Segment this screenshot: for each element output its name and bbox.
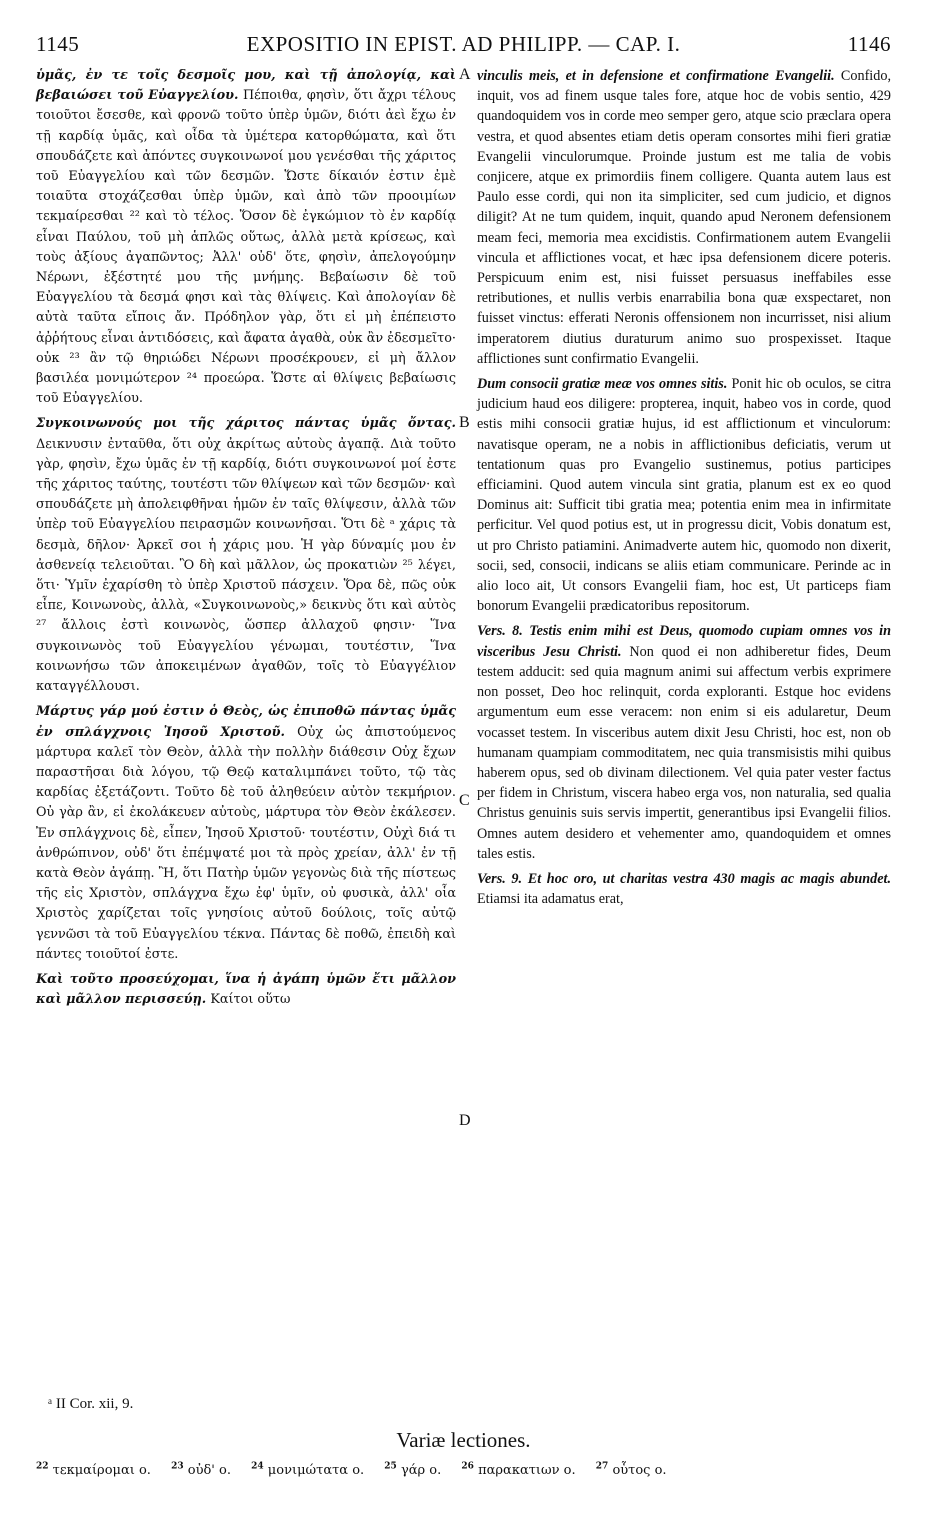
variae-lectiones-list: [36, 1462, 896, 1478]
latin-text: Ponit hic ob oculos, se citra judicium haud eos diligere: propterea, inquit, habeo vos in corde, quod estis mihi consocii gratiæ hujus, id est afflictionum et vinculorum: navatisque operam, ne a nobis in afflictionibus deficiatis, verum ut tentationum quas pro Evangelio sustinemus, potius participes efficiamini. Quod autem vincula sint gratia, planum est ex eo quod Dominus ait: Sufficit tibi gratia mea; potentia enim mea in infirmitate perficitur. Vel quod potius est, ut in progressu dicit, Vobis donatum est, ut pro Christo patiamini. Animadverte autem hic, quomodo non dixerit, socii, sed, consocii, indicans se aliis etiam communicare. Perinde ac in alio loco ait, Ut consors Evangelii fiam, hoc est, Ut particeps fiam bonorum Evangelii prædicatoribus repositorum.: [477, 376, 891, 615]
greek-paragraph-1: [36, 66, 456, 409]
variant-text: γάρ ο.: [400, 1463, 442, 1479]
latin-lemma: Dum consocii gratiæ meæ vos omnes sitis.: [477, 376, 728, 393]
variant-number: 26: [461, 1462, 474, 1472]
latin-lemma: vinculis meis, et in defensione et confirmatione Evangelii.: [477, 68, 835, 84]
margin-letter-d: D: [459, 1112, 471, 1129]
right-page-number: 1146: [847, 32, 891, 56]
latin-column: [477, 66, 891, 909]
variant-text: μονιμώτατα ο.: [267, 1463, 365, 1479]
variant-reading: [36, 1463, 151, 1478]
variant-number: 25: [384, 1462, 397, 1472]
greek-lemma: Καὶ τοῦτο προσεύχομαι, ἵνα ἡ ἀγάπη ὑμῶν ἔτι μᾶλλον καὶ μᾶλλον περισσεύῃ.: [36, 971, 456, 1008]
variant-reading: [384, 1463, 441, 1478]
page-header: [36, 32, 891, 56]
variant-text: παρακατιων ο.: [478, 1463, 576, 1479]
latin-lemma: Vers. 9. Et hoc oro, ut charitas vestra 430 magis ac magis abundet.: [477, 870, 891, 887]
greek-paragraph-3: [36, 702, 456, 965]
greek-lemma: Μάρτυς γάρ μού ἐστιν ὁ Θεὸς, ὡς ἐπιποθῶ πάντας ὑμᾶς ἐν σπλάγχνοις Ἰησοῦ Χριστοῦ.: [36, 704, 456, 740]
running-title: EXPOSITIO IN EPIST. AD PHILIPP. — CAP. I.: [246, 32, 681, 56]
variant-number: 23: [171, 1462, 184, 1472]
latin-paragraph-3: [477, 621, 891, 863]
latin-text: Non quod ei non adhiberetur fides, Deum testem adducit: sed quia magnum animi sui affectum verbis exprimere non posset, Deo hoc relinquit, corda exploranti. Estque hoc evidens argumentum eum esse veracem: non enim si eis adularetur, Deum vocasset testem. In visceribus autem dixit Jesu Christi, hoc est, non ob humanam quampiam commoditatem, nec quia transmisistis mihi quibus haberem opus, sed ob divinam dilectionem. Vel quia pater vester factus per fidem in Christum, viscera habeo erga vos, non naturalia, sed qualia Christus genuinis suis servis impertit, generantibus ipsi Evangelii filios. Omnes autem desidero et vehementer amo, quandoquidem et omnes tales estis.: [477, 643, 891, 862]
latin-paragraph-4: [477, 869, 891, 909]
margin-letter-c: C: [459, 792, 470, 809]
latin-text: Confido, inquit, vos ad finem usque tales fore, atque hoc de vobis sentio, 429 quandoquidem vos in corde meo semper gero, atque scio præclara opera vestra, et quod absentes etiam detis operam consortes mihi fieri gratiæ Evangelii vinculorumque. Proinde justum est me talia de vobis conjicere, atque ex primordiis finem colligere. Quanta autem laus est Paulo esse cordi, qui non ita simpliciter, sed cum judicio, et dignos diligit? At ne tum quidem, inquit, quando apud Neronem defensionem meam feci, memoria mea excidistis. Confirmationem autem Evangelii vincula et afflictiones vocat, et hæc ipsa defensionem dicere poteris. Perspicuum enim est, nisi fuisset persuasus ineffabiles esse retributiones, et nullis verbis enarrabilia bona quæ exspectaret, non fuisset vinctus: efferati Neronis offensionem non incurrisset, nisi alium imperatorem diutius duraturum animo suo prospexisset. Itaque afflictiones sunt confirmatio Evangelii.: [477, 68, 891, 367]
greek-paragraph-4: [36, 970, 456, 1010]
greek-text: Οὐχ ὡς ἀπιστούμενος μάρτυρα καλεῖ τὸν Θεὸν, ἀλλὰ τὴν πολλὴν διάθεσιν Οὐχ ἔχων παραστῆσαι διὰ λόγου, τῷ Θεῷ καταλιμπάνει τοῦτο, τῷ τὰς καρδίας ἐξετάζοντι. Τοῦτο δὲ τοῦ ἀληθεύειν αὐτὸν τεκμήριον. Οὐ γὰρ ἂν, εἰ ἐκολάκευεν αὐτοὺς, μάρτυρα τὸν Θεὸν ἐκάλεσεν. Ἐν σπλάγχνοις δὲ, εἶπεν, Ἰησοῦ Χριστοῦ· τουτέστιν, Οὐχὶ διά τι ἀνθρώπινον, οὐδ' ὅτι ἐπέμψατέ μοι τὰ πρὸς χρείαν, ἀλλ' ἐν τῇ κατὰ Θεὸν ἀγάπῃ. Ἢ, ὅτι Πατὴρ ὑμῶν γεγονὼς διὰ τῆς πίστεως τῆς εἰς Χριστὸν, σπλάγχνα ἔχω ἐφ' ὑμῖν, οὐ φυσικὰ, ἀλλ' οἷα Χριστὸς χαρίζεται τοῖς γνησίοις αὐτοῦ δούλοις, τοῖς αὐτῷ γεννῶσι τὰ τοῦ Εὐαγγελίου τέκνα. Πάντας δὲ ποθῶ, ἐπειδὴ καὶ πάντες τοιοῦτοί ἐστε.: [36, 724, 456, 962]
margin-letter-a: A: [459, 66, 471, 83]
greek-text: Καίτοι οὕτω: [206, 992, 291, 1008]
variant-number: 27: [595, 1462, 609, 1472]
greek-text: Δεικνυσιν ἐνταῦθα, ὅτι οὐχ ἀκρίτως αὐτοὺς ἀγαπᾷ. Διὰ τοῦτο γὰρ, φησὶν, ἔχω ὑμᾶς ἐν τῇ καρδίᾳ, διότι συγκοινωνοί μοί ἐστε τῆς χάριτος ταύτης, τουτέστι τῶν θλίψεων καὶ τῶν δεσμῶν· καὶ σπουδάζετε μὴ ἀπολειφθῆναι ἡμῶν ἐν ταῖς θλίψεσιν, ἀλλὰ τῶν ὑπὲρ τοῦ Εὐαγγελίου πειρασμῶν κοινωνῆσαι. Ὅτι δὲ ᵃ χάρις τὰ δεσμὰ, δῆλον· Ἀρκεῖ σοι ἡ χάρις μου. Ἡ γὰρ δύναμίς μου ἐν ἀσθενείᾳ τελειοῦται. Ὃ δὴ καὶ μᾶλλον, ὡς προκατιὼν ²⁵ λέγει, ὅτι· Ὑμῖν ἐχαρίσθη τὸ ὑπὲρ Χριστοῦ πάσχειν. Ὅρα δὲ, πῶς οὐκ εἶπε, Κοινωνοὺς, ἀλλὰ, «Συγκοινωνοὺς,» δεικνὺς ὅτι καὶ αὐτὸς ²⁷ ἄλλοις ἐστὶ κοινωνὸς, ὥσπερ ἀλλαχοῦ φησιν· Ἵνα συγκοινωνὸς τοῦ Εὐαγγελίου γένωμαι, τουτέστιν, Ἵνα κοινωνήσω τῶν ἀποκειμένων ἀγαθῶν, τοῖς τὸ Εὐαγγέλιον καταγγέλλουσι.: [36, 436, 456, 695]
variant-text: τεκμαίρομαι ο.: [52, 1463, 151, 1479]
variant-number: 22: [36, 1462, 49, 1472]
footnote: ᵃ II Cor. xii, 9.: [48, 1396, 134, 1412]
latin-paragraph-1: [477, 66, 891, 369]
variant-reading: [596, 1463, 667, 1478]
margin-letter-b: B: [459, 414, 470, 431]
greek-lemma: Συγκοινωνούς μοι τῆς χάριτος πάντας ὑμᾶς ὄντας.: [36, 416, 456, 432]
variae-lectiones-title: Variæ lectiones.: [396, 1428, 531, 1452]
greek-column: [36, 66, 456, 1010]
greek-paragraph-2: [36, 414, 456, 697]
greek-text: Πέποιθα, φησὶν, ὅτι ἄχρι τέλους τοιοῦτοι ἔσεσθε, καὶ φρονῶ τοῦτο ὑπὲρ ὑμῶν, διότι ἀεὶ ἔχω ἐν τῇ καρδίᾳ ὑμᾶς, καὶ οἶδα τὰ ὑμέτερα κατορθώματα, καὶ ὅτι σπουδάζετε καὶ ἀπόντες συγκοινωνοί μου γενέσθαι τῆς χάριτος τοῦ Εὐαγγελίου καὶ τῶν δεσμῶν. Ὥστε δίκαιόν ἐστιν ἐμὲ τοιαῦτα στοχάζεσθαι ὑπὲρ ὑμῶν, καὶ ἀπὸ τῶν προοιμίων τεκμαίρεσθαι ²² καὶ τὸ τέλος. Ὅσον δὲ ἐγκώμιον τὸ ἐν καρδίᾳ εἶναι Παύλου, τοῦ μὴ ἁπλῶς οὕτως, ἀλλὰ μετὰ κρίσεως, καὶ τοὺς ἀξίους ἀγαπῶντος; Ἀλλ' οὐδ' ὅτε, φησὶν, ἀπελογούμην Νέρωνι, ἐξέστητέ μου τῆς μνήμης. Βεβαίωσιν δὲ τοῦ Εὐαγγελίου τὰ δεσμά φησι καὶ τὰς θλίψεις. Καὶ ἀπολογίαν δὲ αὐτὰ ταῦτα εἴποις ἄν. Πρόδηλον γὰρ, ὅτι εἰ μὴ ἐπέπειστο ἀῤῥήτους εἶναι ἀντιδόσεις, καὶ ἄφατα ἀγαθὰ, οὐκ ἂν ἐδεσμεῖτο· οὐκ ²³ ἂν τῷ θηριώδει Νέρωνι προσέκρουεν, εἰ μὴ ἄλλον βασιλέα μονιμώτερον ²⁴ προεώρα. Ὥστε αἱ θλίψεις βεβαίωσις τοῦ Εὐαγγελίου.: [36, 88, 456, 407]
greek-lemma: ὑμᾶς, ἐν τε τοῖς δεσμοῖς μου, καὶ τῇ ἀπολογίᾳ, καὶ βεβαιώσει τοῦ Εὐαγγελίου.: [36, 68, 456, 104]
latin-text: Etiamsi ita adamatus erat,: [477, 891, 624, 908]
variant-text: οὐδ' ο.: [187, 1463, 231, 1479]
variant-reading: [251, 1463, 364, 1478]
variant-number: 24: [251, 1462, 264, 1472]
variant-reading: [461, 1463, 575, 1478]
variant-reading: [171, 1463, 231, 1478]
latin-lemma: Vers. 8. Testis enim mihi est Deus, quomodo cupiam omnes vos in visceribus Jesu Christi.: [477, 623, 891, 660]
latin-paragraph-2: [477, 374, 891, 616]
left-page-number: 1145: [36, 32, 80, 56]
variant-text: οὗτος ο.: [612, 1463, 667, 1479]
